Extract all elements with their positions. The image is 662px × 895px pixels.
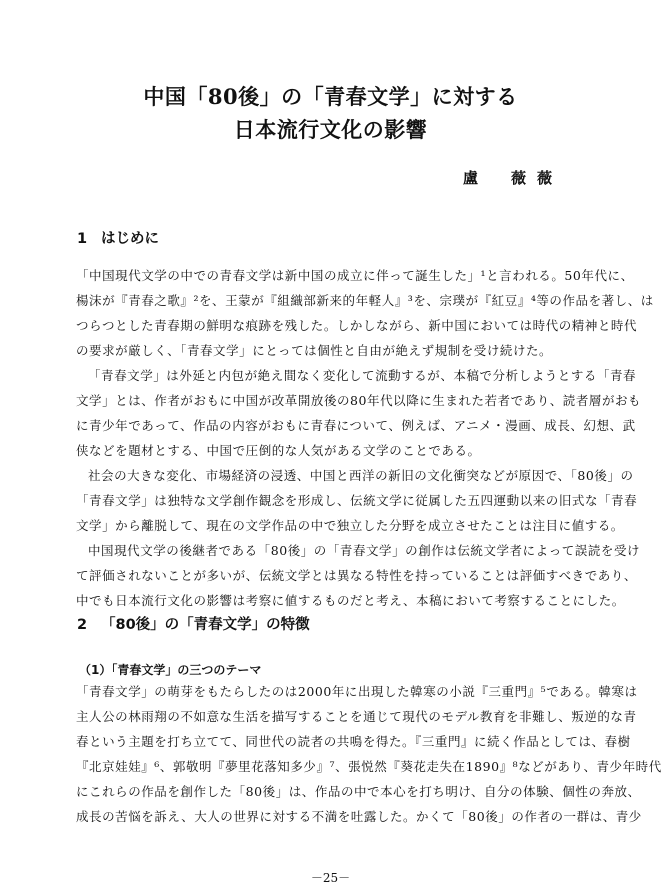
section-2-line: 「青春文学」の萌芽をもたらしたのは2000年に出現した韓寒の小説『三重門』⁵である。韓寒は xyxy=(76,684,638,699)
section-1-line: 「青春文学」は独特な文学創作観念を形成し、伝統文学に従属した五四運動以来の旧式な「青春 xyxy=(76,493,638,508)
section-1-line: 侠などを題材とする、中国で圧倒的な人気がある文学のことである。 xyxy=(76,443,481,458)
section-1-line: 中国現代文学の後継者である「80後」の「青春文学」の創作は伝統文学者によって誤読を受け xyxy=(88,543,641,558)
page-number: －25－ xyxy=(310,871,351,885)
title-line-1: 中国「80後」の「青春文学」に対する xyxy=(143,84,518,109)
section-1-line: 「青春文学」は外延と内包が絶え間なく変化して流動するが、本稿で分析しようとする「青春 xyxy=(88,368,637,383)
section-2-title: 「80後」の「青春文学」の特徴 xyxy=(101,617,310,633)
section-1-line: 楊沫が『青春之歌』²を、王蒙が『組織部新来的年軽人』³を、宗璞が『紅豆』⁴等の作品を著し、は xyxy=(76,293,654,308)
section-1-line: 文学」から離脱して、現在の文学作品の中で独立した分野を成立させたことは注目に値する。 xyxy=(76,518,624,533)
section-1-line: 文学」とは、作者がおもに中国が改革開放後の80年代以降に生まれた若者であり、読者層がおも xyxy=(76,393,642,408)
section-1-line: 中でも日本流行文化の影響は考察に値するものだと考え、本稿において考察することにした。 xyxy=(76,593,625,608)
author-surname: 盧 xyxy=(463,169,479,187)
section-2-line: 主人公の林雨翔の不如意な生活を描写することを通じて現代のモデル教育を非難し、叛逆的な青 xyxy=(76,709,637,724)
section-2-line: 春という主題を打ち立てて、同世代の読者の共鳴を得た。『三重門』に続く作品としては、春樹 xyxy=(76,734,631,749)
section-2-line: 『北京娃娃』⁶、郭敬明『夢里花落知多少』⁷、張悦然『葵花走失在1890』⁸などがあり、青少年時代 xyxy=(76,759,662,774)
section-1-line: つらつとした青春期の鮮明な痕跡を残した。しかしながら、新中国においては時代の精神と時代 xyxy=(76,318,638,333)
author-given-name-2: 薇 xyxy=(537,169,553,187)
section-1-title: はじめに xyxy=(101,231,159,247)
author-name xyxy=(463,167,552,188)
section-1-line: に青少年であって、作品の内容がおもに青春について、例えば、アニメ・漫画、成長、幻想、武 xyxy=(76,418,636,433)
section-1-line: 「中国現代文学の中での青春文学は新中国の成立に伴って誕生した」¹と言われる。50年代に、 xyxy=(76,268,634,283)
section-1-line: の要求が厳しく、「青春文学」にとっては個性と自由が絶えず規制を受け続けた。 xyxy=(76,343,553,358)
section-1-number: 1 xyxy=(77,231,88,247)
author-given-name-1: 薇 xyxy=(511,169,527,187)
title-line-2: 日本流行文化の影響 xyxy=(233,117,428,142)
subsection-heading: （1）「青春文学」の三つのテーマ xyxy=(79,663,262,677)
section-1-heading xyxy=(77,227,159,248)
section-1-line: 社会の大きな変化、市場経済の浸透、中国と西洋の新旧の文化衝突などが原因で、「80後」の xyxy=(88,468,634,483)
section-2-line: 成長の苦悩を訴え、大人の世界に対する不満を吐露した。かくて「80後」の作者の一群は、青少 xyxy=(76,809,642,824)
section-1-line: て評価されないことが多いが、伝統文学とは異なる特性を持っていることは評価すべきであり、 xyxy=(76,568,637,583)
section-2-line: にこれらの作品を創作した「80後」は、作品の中で本心を打ち明け、自分の体験、個性の奔放、 xyxy=(76,784,641,799)
section-2-heading xyxy=(77,613,310,634)
section-2-number: 2 xyxy=(77,617,88,633)
